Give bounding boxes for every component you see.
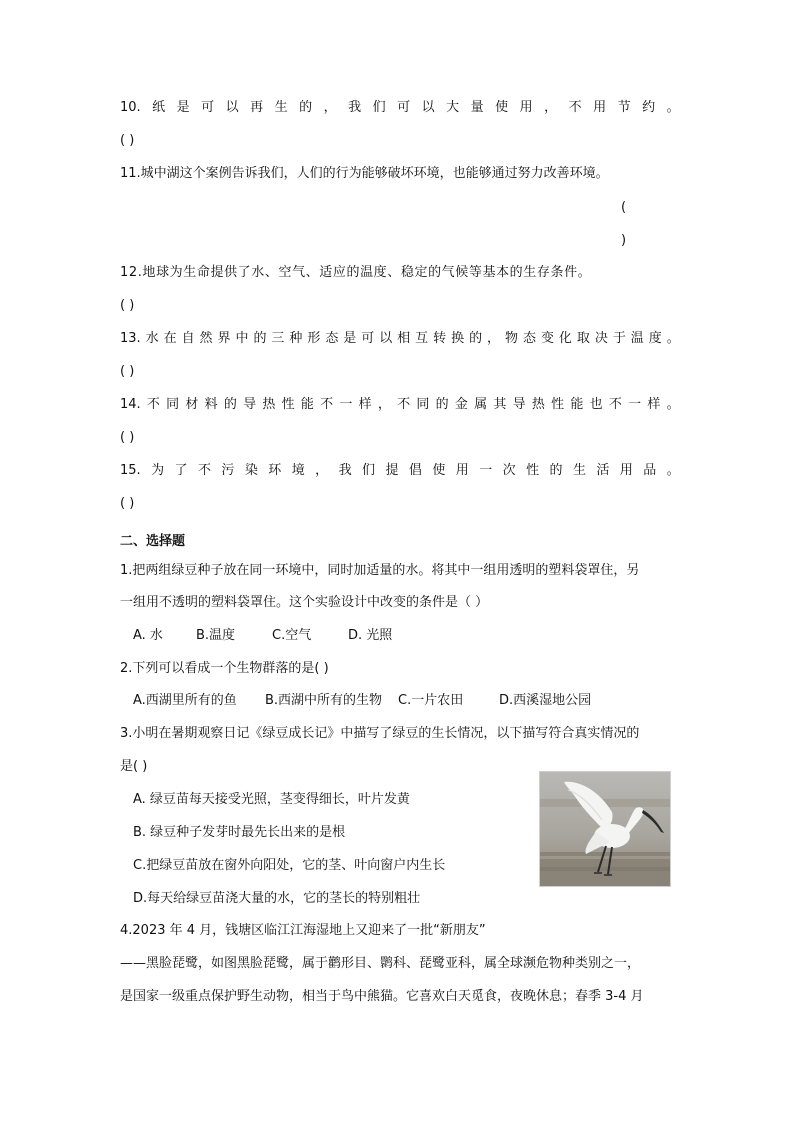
mc-question-3-line-1: 3.小明在暑期观察日记《绿豆成长记》中描写了绿豆的生长情况，以下描写符合真实情况的 <box>120 726 640 741</box>
mc-option-c: C.把绿豆苗放在窗外向阳处，它的茎、叶向窗户内生长 <box>133 858 446 873</box>
answer-blank: ( ) <box>120 430 135 445</box>
mc-option-a: A. 水 <box>133 628 163 643</box>
answer-blank: ( ) <box>120 364 135 379</box>
question-number: 10. <box>120 100 141 115</box>
question-15: 15. 为 了 不 污 染 环 境 ， 我 们 提 倡 使 用 一 次 性 的 生 活 用 品 。 <box>120 463 680 478</box>
mc-option-c: C.一片农田 <box>398 693 464 708</box>
question-12: 12.地球为生命提供了水、空气、适应的温度、稳定的气候等基本的生存条件。 <box>120 265 592 280</box>
mc-question-1-line-1: 1.把两组绿豆种子放在同一环境中，同时加适量的水。将其中一组用透明的塑料袋罩住，另 <box>120 563 640 578</box>
answer-blank-close: ) <box>621 233 627 248</box>
mc-question-4-line-2: ——黑脸琵鹭，如图黑脸琵鹭，属于鹳形目、鹮科、琵鹭亚科，属全球濒危物种类别之一， <box>120 956 641 971</box>
mc-question-4-line-1: 4.2023 年 4 月，钱塘区临江江海湿地上又迎来了一批“新朋友” <box>120 923 486 938</box>
mc-option-d: D.每天给绿豆苗浇大量的水，它的茎长的特别粗壮 <box>133 891 421 906</box>
mc-option-c: C.空气 <box>272 628 312 643</box>
spoonbill-photo <box>539 771 671 887</box>
mc-option-d: D.西溪湿地公园 <box>499 693 592 708</box>
mc-option-b: B. 绿豆种子发芽时最先长出来的是根 <box>133 825 346 840</box>
answer-blank-open: ( <box>621 200 627 215</box>
answer-blank: ( ) <box>120 496 135 511</box>
question-14: 14. 不 同 材 料 的 导 热 性 能 不 一 样 ， 不 同 的 金 属 其 导 热 性 能 也 不 一 样 。 <box>120 397 680 412</box>
mc-question-2: 2.下列可以看成一个生物群落的是( ) <box>120 661 329 676</box>
answer-blank: ( ) <box>120 298 135 313</box>
answer-blank: ( ) <box>120 133 135 148</box>
mc-option-a: A. 绿豆苗每天接受光照，茎变得细长，叶片发黄 <box>133 792 410 807</box>
mc-option-b: B.西湖中所有的生物 <box>265 693 383 708</box>
section-heading: 二、选择题 <box>120 534 186 549</box>
mc-option-a: A.西湖里所有的鱼 <box>133 693 237 708</box>
question-13: 13. 水 在 自 然 界 中 的 三 种 形 态 是 可 以 相 互 转 换 的 ， 物 态 变 化 取 决 于 温 度 。 <box>120 331 680 346</box>
mc-option-b: B.温度 <box>196 628 236 643</box>
question-11: 11.城中湖这个案例告诉我们，人们的行为能够破坏环境，也能够通过努力改善环境。 <box>120 166 609 181</box>
question-10: 10. 纸 是 可 以 再 生 的 ， 我 们 可 以 大 量 使 用 ， 不 用 节 约 。 <box>120 100 680 115</box>
mc-question-3-line-2: 是( ) <box>120 759 148 774</box>
mc-option-d: D. 光照 <box>348 628 393 643</box>
mc-question-1-line-2: 一组用不透明的塑料袋罩住。这个实验设计中改变的条件是（ ） <box>120 595 489 610</box>
mc-question-4-line-3: 是国家一级重点保护野生动物，相当于鸟中熊猫。它喜欢白天觅食，夜晚休息；春季 3-4 月 <box>120 989 644 1004</box>
